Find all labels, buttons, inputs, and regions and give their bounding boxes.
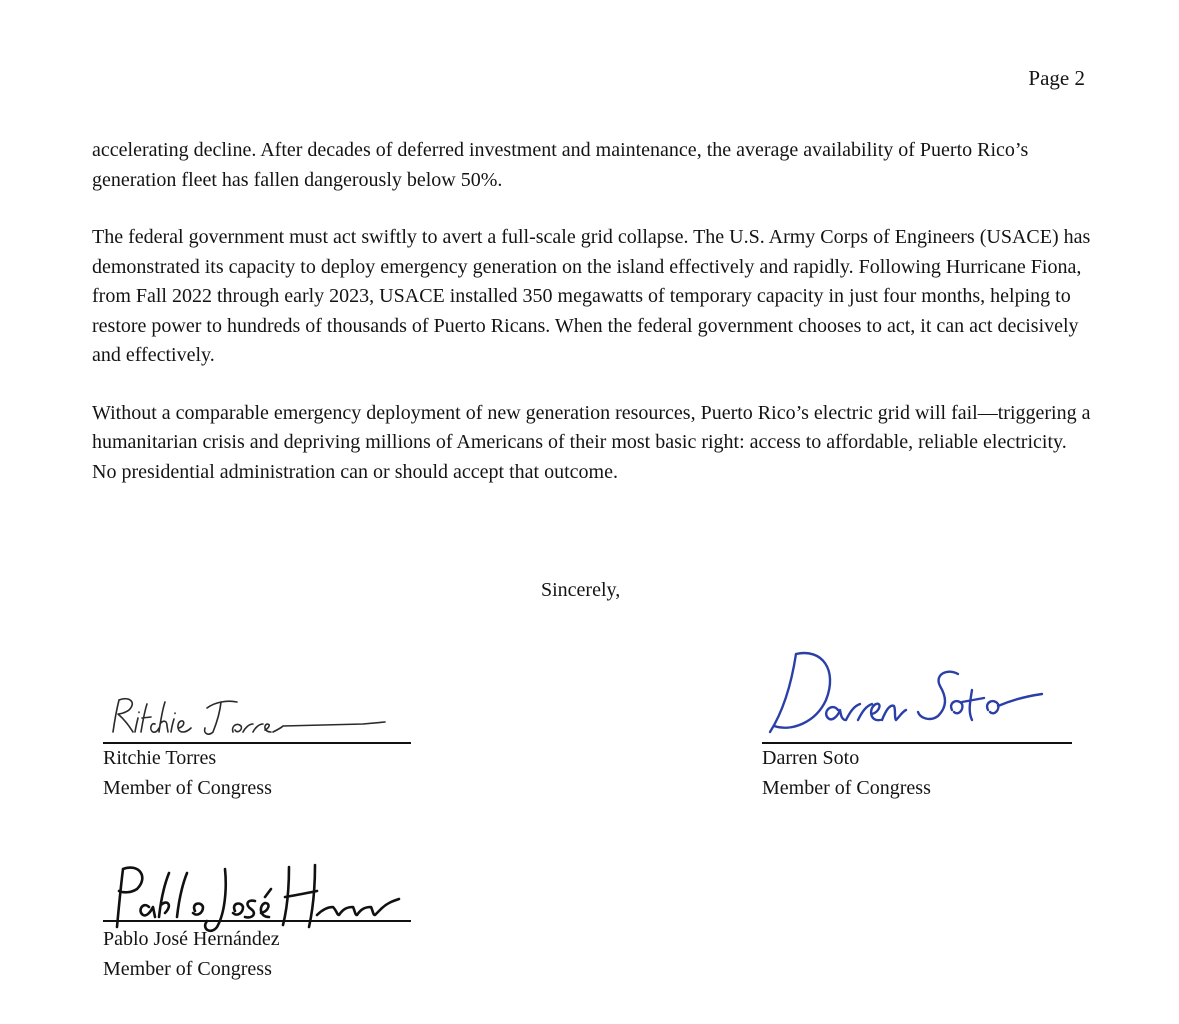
paragraph: accelerating decline. After decades of deferred investment and maintenance, the average availability of Puerto Rico’s generation fleet has fallen dangerously below 50%.	[92, 139, 1029, 191]
signature-soto-ink	[770, 653, 1042, 732]
signer-name: Ritchie Torres	[103, 747, 217, 769]
signature-torres-ink	[113, 699, 385, 734]
page-number: Page 2	[1028, 66, 1085, 90]
signer-title: Member of Congress	[103, 958, 272, 980]
signature-soto	[762, 640, 1062, 740]
signer-name: Darren Soto	[762, 747, 860, 769]
signature-line	[103, 920, 411, 922]
paragraph: The federal government must act swiftly to avert a full-scale grid collapse. The U.S. Army Corps of Engineers (USACE) has demonstrated its capacity to deploy emergency generation on the island effectively and rapidly. Following Hurricane Fiona, from Fall 2022 through early 2023, USACE installed 350 megawatts of temporary capacity in just four months, helping to restore power to hundreds of thousands of Puerto Ricans. When the federal government chooses to act, it can act decisively and effectively.	[92, 226, 1091, 366]
signature-torres	[103, 688, 393, 748]
signer-name: Pablo José Hernández	[103, 928, 280, 950]
signature-hernandez	[103, 855, 403, 935]
signer-title: Member of Congress	[103, 777, 272, 799]
closing: Sincerely,	[541, 579, 621, 601]
signer-title: Member of Congress	[762, 777, 931, 799]
paragraph: Without a comparable emergency deployment of new generation resources, Puerto Rico’s electric grid will fail—triggering a humanitarian crisis and depriving millions of Americans of their most basic right: access to affordable, reliable electricity. No presidential administration can or should accept that outcome.	[92, 401, 1091, 483]
letter-body	[92, 136, 1092, 515]
